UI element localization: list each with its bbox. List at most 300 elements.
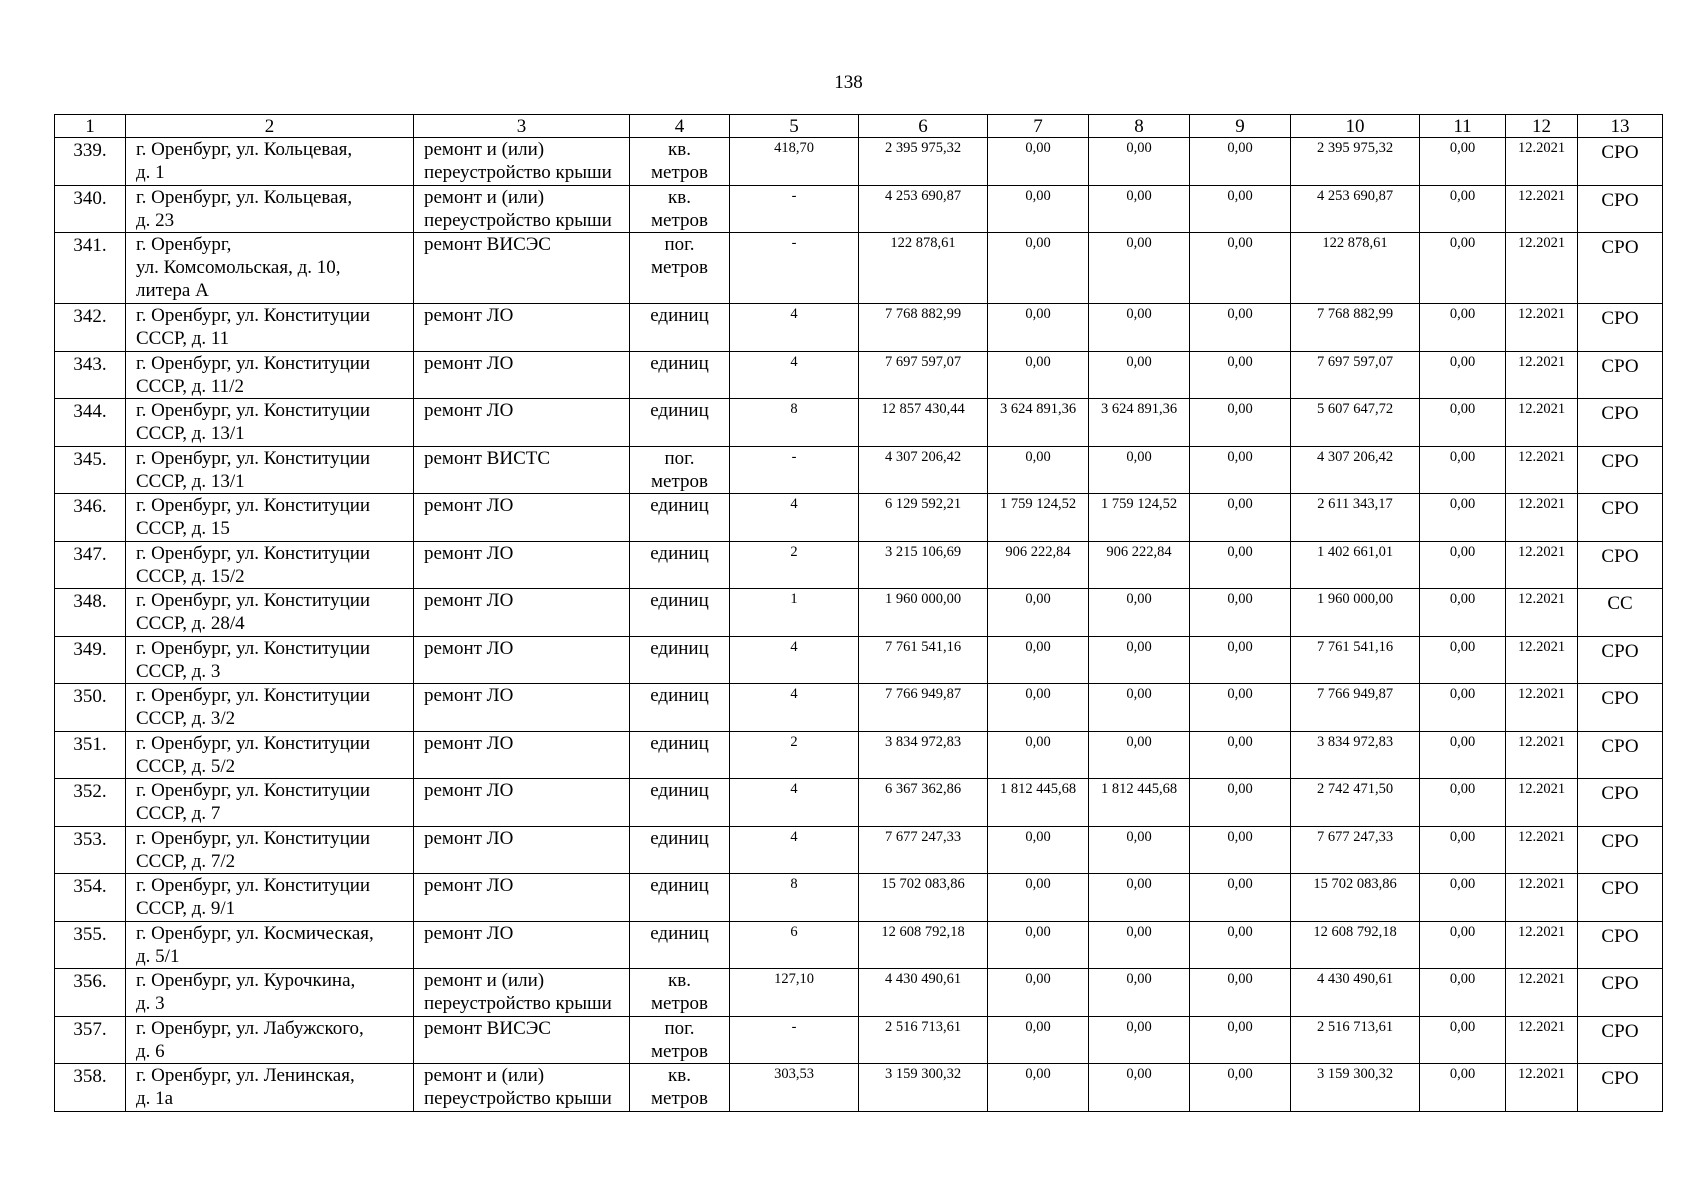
work-type-cell xyxy=(414,399,630,447)
column-10-cell: 7 697 597,07 xyxy=(1291,351,1420,399)
address-cell-line: г. Оренбург, ул. Конституции xyxy=(136,637,371,659)
address-cell-line: г. Оренбург, ул. Конституции xyxy=(136,542,371,564)
unit-cell-line: метров xyxy=(651,1040,708,1062)
date-cell: 12.2021 xyxy=(1506,304,1578,352)
row-number: 340. xyxy=(55,185,126,233)
column-10-cell: 7 761 541,16 xyxy=(1291,636,1420,684)
column-7-cell: 0,00 xyxy=(988,636,1089,684)
address-cell-line: г. Оренбург, xyxy=(136,234,232,255)
column-8-cell: 0,00 xyxy=(1089,1016,1190,1064)
date-cell: 12.2021 xyxy=(1506,399,1578,447)
date-cell: 12.2021 xyxy=(1506,233,1578,304)
work-type-cell xyxy=(414,304,630,352)
work-type-cell-line: ремонт ЛО xyxy=(424,637,514,659)
table-row xyxy=(55,541,1663,589)
address-cell xyxy=(126,233,414,304)
column-11-cell: 0,00 xyxy=(1420,1016,1506,1064)
column-9-cell: 0,00 xyxy=(1190,1064,1291,1112)
address-cell xyxy=(126,446,414,494)
column-7-cell: 0,00 xyxy=(988,921,1089,969)
unit-cell xyxy=(630,541,730,589)
unit-cell-line: метров xyxy=(651,162,708,183)
address-cell-line: СССР, д. 13/1 xyxy=(136,423,245,444)
address-cell-line: СССР, д. 28/4 xyxy=(136,613,245,634)
row-number: 351. xyxy=(55,731,126,779)
table-row xyxy=(55,921,1663,969)
row-number: 353. xyxy=(55,826,126,874)
unit-cell xyxy=(630,185,730,233)
column-9-cell: 0,00 xyxy=(1190,399,1291,447)
date-cell: 12.2021 xyxy=(1506,636,1578,684)
address-cell xyxy=(126,826,414,874)
column-11-cell: 0,00 xyxy=(1420,399,1506,447)
unit-cell xyxy=(630,779,730,827)
address-cell-line: СССР, д. 7 xyxy=(136,803,221,824)
table-body xyxy=(55,138,1663,1112)
header-row xyxy=(55,115,1663,138)
address-cell xyxy=(126,351,414,399)
row-number: 342. xyxy=(55,304,126,352)
quantity-cell: 6 xyxy=(730,921,859,969)
date-cell: 12.2021 xyxy=(1506,185,1578,233)
column-8-cell: 0,00 xyxy=(1089,921,1190,969)
unit-cell xyxy=(630,636,730,684)
column-10-cell: 2 516 713,61 xyxy=(1291,1016,1420,1064)
table-row xyxy=(55,1016,1663,1064)
quantity-cell: 4 xyxy=(730,636,859,684)
work-type-cell xyxy=(414,589,630,637)
column-header-2: 2 xyxy=(126,115,414,138)
address-cell xyxy=(126,779,414,827)
unit-cell xyxy=(630,399,730,447)
address-cell-line: д. 1а xyxy=(136,1088,174,1109)
quantity-cell: - xyxy=(730,1016,859,1064)
total-cost-cell: 3 215 106,69 xyxy=(859,541,988,589)
column-11-cell: 0,00 xyxy=(1420,233,1506,304)
quantity-cell: 1 xyxy=(730,589,859,637)
work-type-cell-line: ремонт ЛО xyxy=(424,400,514,421)
address-cell xyxy=(126,921,414,969)
column-8-cell: 3 624 891,36 xyxy=(1089,399,1190,447)
quantity-cell: - xyxy=(730,233,859,304)
address-cell-line: СССР, д. 3/2 xyxy=(136,708,236,729)
work-type-cell xyxy=(414,446,630,494)
total-cost-cell: 15 702 083,86 xyxy=(859,874,988,922)
responsible-cell: СРО xyxy=(1578,1064,1663,1112)
work-type-cell-line: ремонт ЛО xyxy=(424,305,514,326)
column-10-cell: 7 766 949,87 xyxy=(1291,684,1420,732)
column-header-3: 3 xyxy=(414,115,630,138)
column-8-cell: 0,00 xyxy=(1089,446,1190,494)
total-cost-cell: 4 307 206,42 xyxy=(859,446,988,494)
column-8-cell: 0,00 xyxy=(1089,304,1190,352)
address-cell-line: г. Оренбург, ул. Конституции xyxy=(136,400,371,421)
column-7-cell: 0,00 xyxy=(988,684,1089,732)
column-9-cell: 0,00 xyxy=(1190,589,1291,637)
address-cell-line: литера А xyxy=(136,280,209,301)
total-cost-cell: 7 697 597,07 xyxy=(859,351,988,399)
column-9-cell: 0,00 xyxy=(1190,921,1291,969)
responsible-cell: СРО xyxy=(1578,874,1663,922)
quantity-cell: 303,53 xyxy=(730,1064,859,1112)
column-11-cell: 0,00 xyxy=(1420,494,1506,542)
column-11-cell: 0,00 xyxy=(1420,138,1506,186)
date-cell: 12.2021 xyxy=(1506,969,1578,1017)
work-type-cell xyxy=(414,233,630,304)
work-type-cell xyxy=(414,684,630,732)
column-7-cell: 0,00 xyxy=(988,138,1089,186)
column-11-cell: 0,00 xyxy=(1420,1064,1506,1112)
work-type-cell xyxy=(414,779,630,827)
unit-cell xyxy=(630,446,730,494)
column-9-cell: 0,00 xyxy=(1190,874,1291,922)
address-cell-line: СССР, д. 13/1 xyxy=(136,470,245,492)
address-cell-line: г. Оренбург, ул. Кольцевая, xyxy=(136,186,353,208)
address-cell-line: д. 5/1 xyxy=(136,945,180,967)
address-cell-line: г. Оренбург, ул. Конституции xyxy=(136,875,371,896)
column-10-cell: 1 402 661,01 xyxy=(1291,541,1420,589)
address-cell-line: г. Оренбург, ул. Конституции xyxy=(136,780,371,801)
quantity-cell: 418,70 xyxy=(730,138,859,186)
column-11-cell: 0,00 xyxy=(1420,589,1506,637)
work-type-cell-line: переустройство крыши xyxy=(424,209,612,231)
unit-cell xyxy=(630,589,730,637)
total-cost-cell: 4 253 690,87 xyxy=(859,185,988,233)
column-9-cell: 0,00 xyxy=(1190,494,1291,542)
address-cell-line: г. Оренбург, ул. Кольцевая, xyxy=(136,139,353,160)
table-row xyxy=(55,779,1663,827)
unit-cell-line: единиц xyxy=(650,352,709,374)
column-8-cell: 0,00 xyxy=(1089,636,1190,684)
address-cell xyxy=(126,185,414,233)
address-cell-line: СССР, д. 11 xyxy=(136,328,230,349)
row-number: 343. xyxy=(55,351,126,399)
address-cell xyxy=(126,969,414,1017)
work-type-cell xyxy=(414,138,630,186)
table-row xyxy=(55,138,1663,186)
address-cell xyxy=(126,684,414,732)
address-cell xyxy=(126,304,414,352)
table-row xyxy=(55,969,1663,1017)
column-7-cell: 906 222,84 xyxy=(988,541,1089,589)
quantity-cell: - xyxy=(730,185,859,233)
address-cell-line: д. 23 xyxy=(136,209,175,231)
table-row xyxy=(55,351,1663,399)
unit-cell xyxy=(630,684,730,732)
page-number: 138 xyxy=(834,72,863,93)
unit-cell-line: единиц xyxy=(650,922,709,944)
address-cell-line: СССР, д. 5/2 xyxy=(136,755,236,777)
address-cell-line: г. Оренбург, ул. Конституции xyxy=(136,590,371,611)
column-9-cell: 0,00 xyxy=(1190,636,1291,684)
column-header-6: 6 xyxy=(859,115,988,138)
table-row xyxy=(55,494,1663,542)
address-cell xyxy=(126,589,414,637)
column-header-9: 9 xyxy=(1190,115,1291,138)
work-type-cell-line: переустройство крыши xyxy=(424,162,612,183)
work-type-cell-line: переустройство крыши xyxy=(424,993,612,1014)
column-10-cell: 122 878,61 xyxy=(1291,233,1420,304)
work-type-cell-line: ремонт ЛО xyxy=(424,352,514,374)
unit-cell-line: метров xyxy=(651,209,708,231)
column-11-cell: 0,00 xyxy=(1420,874,1506,922)
table-row xyxy=(55,185,1663,233)
unit-cell-line: единиц xyxy=(650,542,709,564)
responsible-cell: СРО xyxy=(1578,969,1663,1017)
unit-cell-line: метров xyxy=(651,257,708,278)
address-cell xyxy=(126,636,414,684)
column-7-cell: 0,00 xyxy=(988,826,1089,874)
unit-cell-line: пог. xyxy=(664,1017,695,1039)
column-10-cell: 3 159 300,32 xyxy=(1291,1064,1420,1112)
total-cost-cell: 7 766 949,87 xyxy=(859,684,988,732)
unit-cell xyxy=(630,1064,730,1112)
column-10-cell: 7 677 247,33 xyxy=(1291,826,1420,874)
quantity-cell: 2 xyxy=(730,731,859,779)
address-cell xyxy=(126,399,414,447)
date-cell: 12.2021 xyxy=(1506,684,1578,732)
total-cost-cell: 7 677 247,33 xyxy=(859,826,988,874)
work-type-cell xyxy=(414,1016,630,1064)
address-cell-line: г. Оренбург, ул. Конституции xyxy=(136,685,371,706)
column-10-cell: 4 430 490,61 xyxy=(1291,969,1420,1017)
address-cell-line: г. Оренбург, ул. Ленинская, xyxy=(136,1065,355,1086)
responsible-cell: СРО xyxy=(1578,731,1663,779)
responsible-cell: СРО xyxy=(1578,138,1663,186)
unit-cell-line: метров xyxy=(651,1088,708,1109)
quantity-cell: 8 xyxy=(730,874,859,922)
total-cost-cell: 3 834 972,83 xyxy=(859,731,988,779)
work-type-cell-line: ремонт ВИСТС xyxy=(424,447,551,469)
address-cell-line: СССР, д. 9/1 xyxy=(136,898,236,919)
work-type-cell xyxy=(414,826,630,874)
work-type-cell-line: ремонт ЛО xyxy=(424,495,514,516)
total-cost-cell: 1 960 000,00 xyxy=(859,589,988,637)
column-8-cell: 0,00 xyxy=(1089,351,1190,399)
unit-cell xyxy=(630,351,730,399)
column-9-cell: 0,00 xyxy=(1190,185,1291,233)
row-number: 345. xyxy=(55,446,126,494)
column-10-cell: 4 253 690,87 xyxy=(1291,185,1420,233)
row-number: 349. xyxy=(55,636,126,684)
column-9-cell: 0,00 xyxy=(1190,1016,1291,1064)
work-type-cell-line: ремонт ЛО xyxy=(424,875,514,896)
work-type-cell xyxy=(414,969,630,1017)
column-7-cell: 0,00 xyxy=(988,351,1089,399)
column-10-cell: 4 307 206,42 xyxy=(1291,446,1420,494)
address-cell-line: г. Оренбург, ул. Конституции xyxy=(136,827,371,849)
work-type-cell-line: ремонт ЛО xyxy=(424,922,514,944)
responsible-cell: СРО xyxy=(1578,541,1663,589)
work-type-cell xyxy=(414,494,630,542)
column-7-cell: 0,00 xyxy=(988,233,1089,304)
quantity-cell: 4 xyxy=(730,351,859,399)
unit-cell-line: единиц xyxy=(650,637,709,659)
responsible-cell: СРО xyxy=(1578,779,1663,827)
table-row xyxy=(55,399,1663,447)
column-header-5: 5 xyxy=(730,115,859,138)
work-type-cell-line: ремонт и (или) xyxy=(424,186,545,208)
row-number: 352. xyxy=(55,779,126,827)
responsible-cell: СРО xyxy=(1578,1016,1663,1064)
column-9-cell: 0,00 xyxy=(1190,779,1291,827)
table-row xyxy=(55,589,1663,637)
quantity-cell: 8 xyxy=(730,399,859,447)
date-cell: 12.2021 xyxy=(1506,589,1578,637)
column-7-cell: 1 812 445,68 xyxy=(988,779,1089,827)
table-row xyxy=(55,874,1663,922)
total-cost-cell: 122 878,61 xyxy=(859,233,988,304)
column-header-1: 1 xyxy=(55,115,126,138)
column-8-cell: 0,00 xyxy=(1089,684,1190,732)
work-type-cell xyxy=(414,351,630,399)
address-cell-line: д. 6 xyxy=(136,1040,165,1062)
column-header-12: 12 xyxy=(1506,115,1578,138)
column-header-13: 13 xyxy=(1578,115,1663,138)
column-7-cell: 0,00 xyxy=(988,185,1089,233)
column-10-cell: 5 607 647,72 xyxy=(1291,399,1420,447)
column-9-cell: 0,00 xyxy=(1190,138,1291,186)
address-cell-line: СССР, д. 3 xyxy=(136,660,221,682)
row-number: 344. xyxy=(55,399,126,447)
responsible-cell: СРО xyxy=(1578,921,1663,969)
work-type-cell-line: ремонт ЛО xyxy=(424,780,514,801)
column-8-cell: 0,00 xyxy=(1089,589,1190,637)
date-cell: 12.2021 xyxy=(1506,1016,1578,1064)
row-number: 341. xyxy=(55,233,126,304)
column-11-cell: 0,00 xyxy=(1420,541,1506,589)
column-9-cell: 0,00 xyxy=(1190,826,1291,874)
unit-cell xyxy=(630,494,730,542)
quantity-cell: 2 xyxy=(730,541,859,589)
responsible-cell: СРО xyxy=(1578,826,1663,874)
address-cell-line: СССР, д. 15 xyxy=(136,518,230,539)
column-8-cell: 0,00 xyxy=(1089,969,1190,1017)
address-cell-line: г. Оренбург, ул. Конституции xyxy=(136,352,371,374)
unit-cell-line: пог. xyxy=(664,447,695,469)
row-number: 357. xyxy=(55,1016,126,1064)
total-cost-cell: 4 430 490,61 xyxy=(859,969,988,1017)
row-number: 348. xyxy=(55,589,126,637)
unit-cell-line: кв. xyxy=(668,970,691,991)
column-8-cell: 0,00 xyxy=(1089,874,1190,922)
total-cost-cell: 12 857 430,44 xyxy=(859,399,988,447)
responsible-cell: СРО xyxy=(1578,446,1663,494)
column-7-cell: 0,00 xyxy=(988,1064,1089,1112)
work-type-cell xyxy=(414,921,630,969)
unit-cell-line: метров xyxy=(651,470,708,492)
column-9-cell: 0,00 xyxy=(1190,304,1291,352)
column-9-cell: 0,00 xyxy=(1190,351,1291,399)
date-cell: 12.2021 xyxy=(1506,138,1578,186)
column-9-cell: 0,00 xyxy=(1190,969,1291,1017)
column-8-cell: 0,00 xyxy=(1089,138,1190,186)
date-cell: 12.2021 xyxy=(1506,1064,1578,1112)
work-type-cell-line: ремонт ВИСЭС xyxy=(424,1017,551,1039)
column-8-cell: 0,00 xyxy=(1089,731,1190,779)
unit-cell-line: кв. xyxy=(668,1065,691,1086)
column-7-cell: 0,00 xyxy=(988,731,1089,779)
date-cell: 12.2021 xyxy=(1506,874,1578,922)
unit-cell xyxy=(630,874,730,922)
date-cell: 12.2021 xyxy=(1506,541,1578,589)
column-header-4: 4 xyxy=(630,115,730,138)
column-9-cell: 0,00 xyxy=(1190,684,1291,732)
responsible-cell: СРО xyxy=(1578,304,1663,352)
unit-cell-line: единиц xyxy=(650,685,709,706)
work-type-cell-line: переустройство крыши xyxy=(424,1088,612,1109)
column-10-cell: 12 608 792,18 xyxy=(1291,921,1420,969)
column-7-cell: 1 759 124,52 xyxy=(988,494,1089,542)
address-cell xyxy=(126,874,414,922)
unit-cell-line: кв. xyxy=(668,139,691,160)
total-cost-cell: 7 768 882,99 xyxy=(859,304,988,352)
total-cost-cell: 6 367 362,86 xyxy=(859,779,988,827)
column-10-cell: 7 768 882,99 xyxy=(1291,304,1420,352)
address-cell-line: д. 3 xyxy=(136,993,165,1014)
unit-cell-line: единиц xyxy=(650,780,709,801)
address-cell-line: г. Оренбург, ул. Конституции xyxy=(136,305,371,326)
table-row xyxy=(55,636,1663,684)
works-table xyxy=(54,114,1663,1112)
responsible-cell: СРО xyxy=(1578,494,1663,542)
column-11-cell: 0,00 xyxy=(1420,304,1506,352)
quantity-cell: 4 xyxy=(730,826,859,874)
table-row xyxy=(55,826,1663,874)
column-9-cell: 0,00 xyxy=(1190,731,1291,779)
table-row xyxy=(55,1064,1663,1112)
unit-cell xyxy=(630,826,730,874)
work-type-cell-line: ремонт и (или) xyxy=(424,139,545,160)
column-11-cell: 0,00 xyxy=(1420,969,1506,1017)
quantity-cell: 4 xyxy=(730,779,859,827)
quantity-cell: 4 xyxy=(730,684,859,732)
address-cell xyxy=(126,138,414,186)
total-cost-cell: 7 761 541,16 xyxy=(859,636,988,684)
table-row xyxy=(55,731,1663,779)
table-row xyxy=(55,446,1663,494)
row-number: 355. xyxy=(55,921,126,969)
column-9-cell: 0,00 xyxy=(1190,446,1291,494)
column-7-cell: 0,00 xyxy=(988,969,1089,1017)
unit-cell-line: единиц xyxy=(650,305,709,326)
unit-cell-line: единиц xyxy=(650,495,709,516)
column-9-cell: 0,00 xyxy=(1190,233,1291,304)
column-header-11: 11 xyxy=(1420,115,1506,138)
column-11-cell: 0,00 xyxy=(1420,779,1506,827)
date-cell: 12.2021 xyxy=(1506,826,1578,874)
responsible-cell: СРО xyxy=(1578,233,1663,304)
column-10-cell: 1 960 000,00 xyxy=(1291,589,1420,637)
date-cell: 12.2021 xyxy=(1506,779,1578,827)
address-cell xyxy=(126,494,414,542)
responsible-cell: СРО xyxy=(1578,351,1663,399)
unit-cell-line: единиц xyxy=(650,400,709,421)
unit-cell xyxy=(630,921,730,969)
total-cost-cell: 12 608 792,18 xyxy=(859,921,988,969)
column-10-cell: 3 834 972,83 xyxy=(1291,731,1420,779)
row-number: 356. xyxy=(55,969,126,1017)
column-header-10: 10 xyxy=(1291,115,1420,138)
responsible-cell: СРО xyxy=(1578,399,1663,447)
column-9-cell: 0,00 xyxy=(1190,541,1291,589)
date-cell: 12.2021 xyxy=(1506,494,1578,542)
quantity-cell: 127,10 xyxy=(730,969,859,1017)
unit-cell xyxy=(630,233,730,304)
column-11-cell: 0,00 xyxy=(1420,185,1506,233)
work-type-cell-line: ремонт ЛО xyxy=(424,590,514,611)
column-11-cell: 0,00 xyxy=(1420,446,1506,494)
